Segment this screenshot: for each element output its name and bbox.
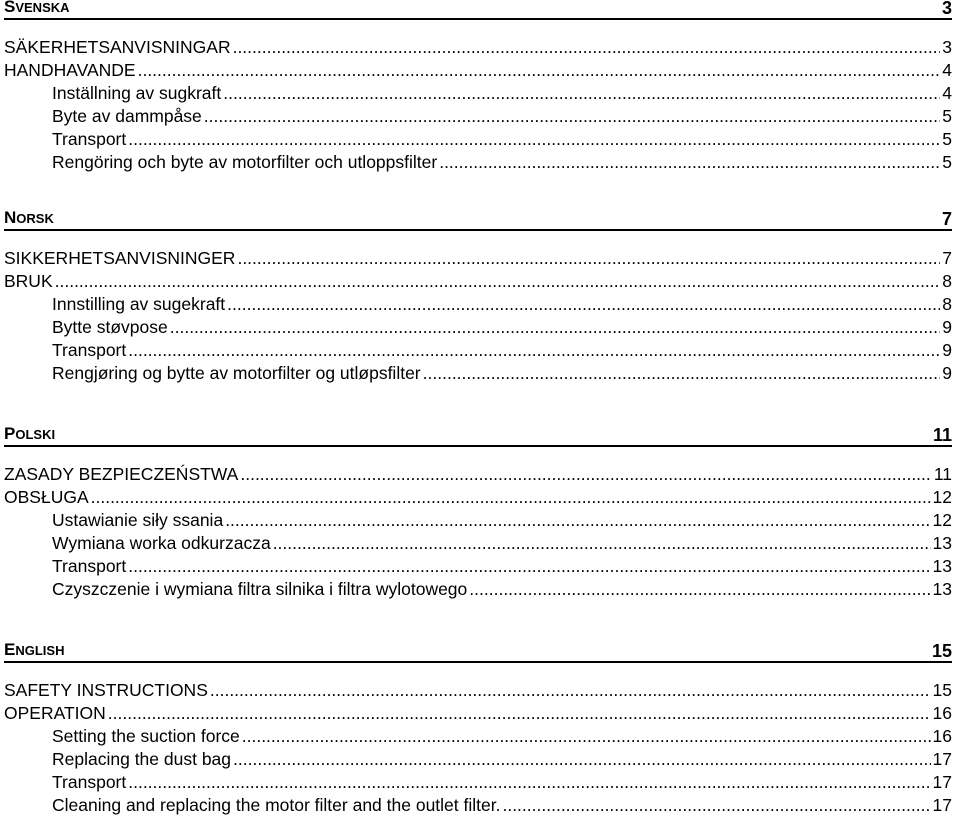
toc-subentry[interactable] xyxy=(4,794,952,817)
leader-dots xyxy=(439,151,940,174)
toc-entry-list xyxy=(4,36,952,174)
leader-dots xyxy=(128,128,940,151)
toc-entry[interactable] xyxy=(4,36,952,59)
toc-entry[interactable] xyxy=(4,679,952,702)
toc-entry-page: 11 xyxy=(933,464,952,484)
toc-entry-page: 17 xyxy=(932,795,952,815)
toc-entry-label: Wymiana worka odkurzacza xyxy=(52,533,271,553)
toc-entry-page: 13 xyxy=(932,533,952,553)
section-page-number: 15 xyxy=(931,641,952,661)
toc-entry-page: 12 xyxy=(932,487,952,507)
toc-entry-page: 9 xyxy=(942,340,952,360)
toc-section-polski xyxy=(4,424,952,601)
toc-subentry[interactable] xyxy=(4,293,952,316)
toc-entry-label: Byte av dammpåse xyxy=(52,106,202,126)
section-heading[interactable] xyxy=(4,208,952,231)
section-title-initial: S xyxy=(4,0,16,16)
leader-dots xyxy=(242,725,931,748)
toc-subentry[interactable] xyxy=(4,555,952,578)
leader-dots xyxy=(223,82,940,105)
toc-section-english xyxy=(4,640,952,817)
toc-entry[interactable] xyxy=(4,486,952,509)
toc-entry[interactable] xyxy=(4,59,952,82)
toc-subentry[interactable] xyxy=(4,82,952,105)
toc-section-svenska xyxy=(4,0,952,174)
leader-dots xyxy=(502,794,930,817)
toc-entry-page: 8 xyxy=(942,294,952,314)
toc-entry-list xyxy=(4,463,952,601)
toc-subentry[interactable] xyxy=(4,339,952,362)
leader-dots xyxy=(170,316,941,339)
toc-entry-page: 17 xyxy=(932,749,952,769)
section-title-rest: ORSK xyxy=(16,211,54,226)
toc-subentry[interactable] xyxy=(4,748,952,771)
toc-subentry[interactable] xyxy=(4,151,952,174)
leader-dots xyxy=(423,362,941,385)
toc-entry-page: 5 xyxy=(942,152,952,172)
toc-entry-label: BRUK xyxy=(4,271,53,291)
leader-dots xyxy=(237,247,940,270)
toc-entry-label: Bytte støvpose xyxy=(52,317,168,337)
toc-entry-page: 15 xyxy=(932,680,952,700)
toc-entry-page: 8 xyxy=(942,271,952,291)
toc-entry-label: Rengjøring og bytte av motorfilter og utløpsfilter xyxy=(52,363,421,383)
toc-entry-label: SIKKERHETSANVISNINGER xyxy=(4,248,236,268)
toc-entry-label: Ustawianie siły ssania xyxy=(52,510,224,530)
toc-entry-page: 12 xyxy=(932,510,952,530)
toc-entry-page: 4 xyxy=(942,83,952,103)
leader-dots xyxy=(233,36,941,59)
toc-entry-label: Rengöring och byte av motorfilter och utloppsfilter xyxy=(52,152,438,172)
toc-entry-label: Transport xyxy=(52,340,127,360)
toc-entry-label: Setting the suction force xyxy=(52,726,240,746)
toc-section-norsk xyxy=(4,208,952,385)
toc-entry-page: 9 xyxy=(942,363,952,383)
toc-entry-label: Transport xyxy=(52,129,127,149)
section-heading[interactable] xyxy=(4,0,952,20)
section-title-initial: P xyxy=(4,424,16,443)
section-title-rest: NGLISH xyxy=(15,643,65,658)
leader-dots xyxy=(240,463,931,486)
leader-dots xyxy=(91,486,931,509)
leader-dots xyxy=(138,59,941,82)
section-title xyxy=(4,0,70,16)
toc-entry-list xyxy=(4,679,952,817)
toc-entry[interactable] xyxy=(4,270,952,293)
section-title-initial: E xyxy=(4,640,16,659)
toc-subentry[interactable] xyxy=(4,128,952,151)
toc-entry-label: SAFETY INSTRUCTIONS xyxy=(4,680,208,700)
toc-entry-label: Transport xyxy=(52,772,127,792)
section-title-rest: VENSKA xyxy=(15,0,70,15)
toc-entry-label: Czyszczenie i wymiana filtra silnika i filtra wylotowego xyxy=(52,579,468,599)
toc-entry-page: 13 xyxy=(932,556,952,576)
toc-entry-label: Innstilling av sugekraft xyxy=(52,294,226,314)
section-page-number: 3 xyxy=(941,0,952,18)
toc-entry-label: OBSŁUGA xyxy=(4,487,89,507)
toc-entry-page: 17 xyxy=(932,772,952,792)
toc-entry-page: 7 xyxy=(942,248,952,268)
toc-subentry[interactable] xyxy=(4,725,952,748)
toc-entry-page: 9 xyxy=(942,317,952,337)
toc-subentry[interactable] xyxy=(4,509,952,532)
section-page-number: 11 xyxy=(932,425,952,445)
toc-entry-label: SÄKERHETSANVISNINGAR xyxy=(4,37,231,57)
leader-dots xyxy=(55,270,941,293)
toc-entry-label: Inställning av sugkraft xyxy=(52,83,222,103)
toc-subentry[interactable] xyxy=(4,771,952,794)
toc-subentry[interactable] xyxy=(4,578,952,601)
toc-entry-page: 5 xyxy=(942,106,952,126)
leader-dots xyxy=(128,555,930,578)
section-title xyxy=(4,209,54,227)
toc-entry-page: 5 xyxy=(942,129,952,149)
toc-entry-label: Transport xyxy=(52,556,127,576)
section-heading[interactable] xyxy=(4,424,952,447)
leader-dots xyxy=(128,771,930,794)
leader-dots xyxy=(469,578,930,601)
toc-entry-page: 4 xyxy=(942,60,952,80)
toc-subentry[interactable] xyxy=(4,105,952,128)
leader-dots xyxy=(108,702,931,725)
toc-entry-label: OPERATION xyxy=(4,703,106,723)
toc-entry-page: 3 xyxy=(942,37,952,57)
toc-entry-label: HANDHAVANDE xyxy=(4,60,136,80)
leader-dots xyxy=(273,532,931,555)
section-page-number: 7 xyxy=(941,209,952,229)
toc-entry-list xyxy=(4,247,952,385)
toc-entry-page: 16 xyxy=(932,703,952,723)
leader-dots xyxy=(233,748,931,771)
toc-entry-page: 13 xyxy=(932,579,952,599)
leader-dots xyxy=(227,293,940,316)
toc-entry-page: 16 xyxy=(932,726,952,746)
leader-dots xyxy=(128,339,940,362)
section-heading[interactable] xyxy=(4,640,952,663)
section-title xyxy=(4,425,55,443)
toc-entry[interactable] xyxy=(4,702,952,725)
leader-dots xyxy=(225,509,930,532)
toc-entry[interactable] xyxy=(4,247,952,270)
toc-subentry[interactable] xyxy=(4,362,952,385)
leader-dots xyxy=(210,679,931,702)
toc-entry[interactable] xyxy=(4,463,952,486)
section-title-initial: N xyxy=(4,208,17,227)
section-title-rest: OLSKI xyxy=(15,427,56,442)
section-title xyxy=(4,641,64,659)
toc-subentry[interactable] xyxy=(4,316,952,339)
toc-entry-label: ZASADY BEZPIECZEŃSTWA xyxy=(4,464,239,484)
leader-dots xyxy=(204,105,940,128)
toc-entry-label: Replacing the dust bag xyxy=(52,749,232,769)
toc-subentry[interactable] xyxy=(4,532,952,555)
toc-entry-label: Cleaning and replacing the motor filter and the outlet filter. xyxy=(52,795,501,815)
